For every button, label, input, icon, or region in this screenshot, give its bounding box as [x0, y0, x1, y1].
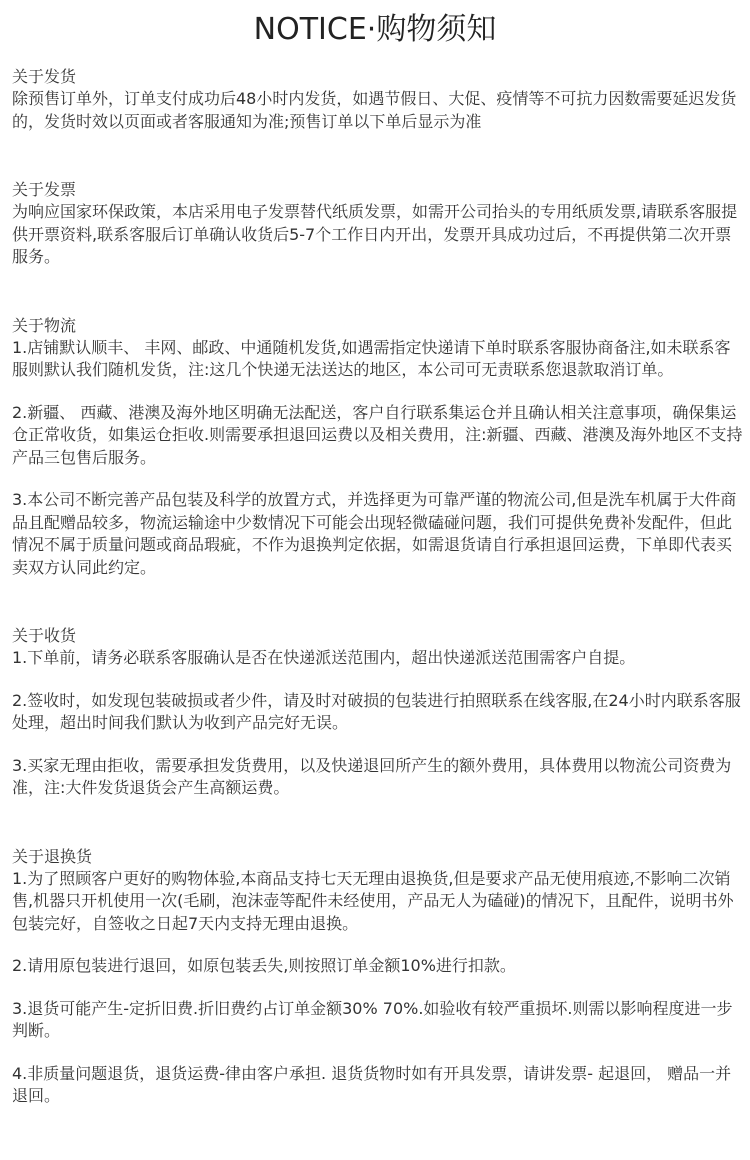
section-logistics — [12, 315, 744, 580]
paragraph-spacer — [12, 382, 744, 402]
paragraph-spacer — [12, 935, 744, 955]
paragraph-spacer — [12, 978, 744, 998]
receiving-paragraph-2: 2.签收时，如发现包装破损或者少件，请及时对破损的包装进行拍照联系在线客服,在24小时内联系客服处理，超出时间我们默认为收到产品完好无误。 — [12, 690, 741, 732]
returns-paragraph-2: 2.请用原包装进行退回，如原包装丢失,则按照订单金额10%进行扣款。 — [12, 956, 516, 975]
section-spacer — [12, 269, 744, 315]
logistics-paragraph-1: 1.店铺默认顺丰、 丰网、邮政、中通随机发货,如遇需指定快递请下单时联系客服协商备注,如未联系客服则默认我们随机发货，注:这几个快递无法送达的地区，本公司可无责联系您退款取消订单。 — [12, 337, 731, 379]
section-returns — [12, 846, 744, 1108]
section-heading-returns: 关于退换货 — [12, 846, 93, 866]
returns-paragraph-1: 1.为了照顾客户更好的购物体验,本商品支持七天无理由退换货,但是要求产品无使用痕迹,不影响二次销售,机器只开机使用一次(毛刷，泡沫壶等配件未经使用，产品无人为磕碰)的情况下，且配件，说明书外包装完好，自签收之日起7天内支持无理由退换。 — [12, 868, 734, 933]
section-heading-receiving: 关于收货 — [12, 626, 77, 645]
logistics-paragraph-2: 2.新疆、 西藏、港澳及海外地区明确无法配送，客户自行联系集运仓并且确认相关注意事项，确保集运仓正常收货，如集运仓拒收.则需要承担退回运费以及相关费用，注:新疆、西藏、港澳及海外地区不支持产品三包售后服务。 — [12, 402, 743, 467]
section-heading-logistics: 关于物流 — [12, 315, 77, 335]
section-receiving — [12, 625, 744, 800]
returns-paragraph-3: 3.退货可能产生-定折旧费.折旧费约占订单金额30% 70%.如验收有较严重损坏.则需以影响程度进一步判断。 — [12, 998, 733, 1040]
section-spacer — [12, 579, 744, 625]
logistics-paragraph-3: 3.本公司不断完善产品包装及科学的放置方式，并选择更为可靠严谨的物流公司,但是洗车机属于大件商品且配赠品较多，物流运输途中少数情况下可能会出现轻微磕碰问题，我们可提供免费补发配件，但此情况不属于质量问题或商品瑕疵，不作为退换判定依据，如需退货请自行承担退回运费，下单即代表买卖双方认同此约定。 — [12, 490, 737, 577]
paragraph-spacer — [12, 1043, 744, 1063]
paragraph-spacer — [12, 670, 744, 690]
section-heading-invoice: 关于发票 — [12, 180, 77, 199]
section-invoice — [12, 179, 744, 269]
returns-paragraph-4: 4.非质量问题退货，退货运费-律由客户承担. 退货货物时如有开具发票，请讲发票- 起退回， 赠品一并退回。 — [12, 1063, 732, 1105]
shipping-paragraph: 除预售订单外，订单支付成功后48小时内发货，如遇节假日、大促、疫情等不可抗力因数需要延迟发货的，发货时效以页面或者客服通知为准;预售订单以下单后显示为准 — [12, 89, 737, 131]
section-spacer — [12, 133, 744, 179]
section-spacer — [12, 800, 744, 846]
section-heading-shipping: 关于发货 — [12, 67, 77, 86]
notice-content — [12, 66, 744, 1108]
section-shipping — [12, 66, 744, 133]
paragraph-spacer — [12, 469, 744, 489]
receiving-paragraph-3: 3.买家无理由拒收，需要承担发货费用，以及快递退回所产生的额外费用，具体费用以物流公司资费为准，注:大件发货退货会产生高额运费。 — [12, 755, 732, 797]
paragraph-spacer — [12, 735, 744, 755]
page-title: NOTICE·购物须知 — [253, 12, 497, 47]
receiving-paragraph-1: 1.下单前，请务必联系客服确认是否在快递派送范围内，超出快递派送范围需客户自提。 — [12, 648, 636, 667]
invoice-paragraph: 为响应国家环保政策，本店采用电子发票替代纸质发票，如需开公司抬头的专用纸质发票,请联系客服提供开票资料,联系客服后订单确认收货后5-7个工作日内开出，发票开具成功过后，不再提供第二次开票服务。 — [12, 202, 738, 266]
